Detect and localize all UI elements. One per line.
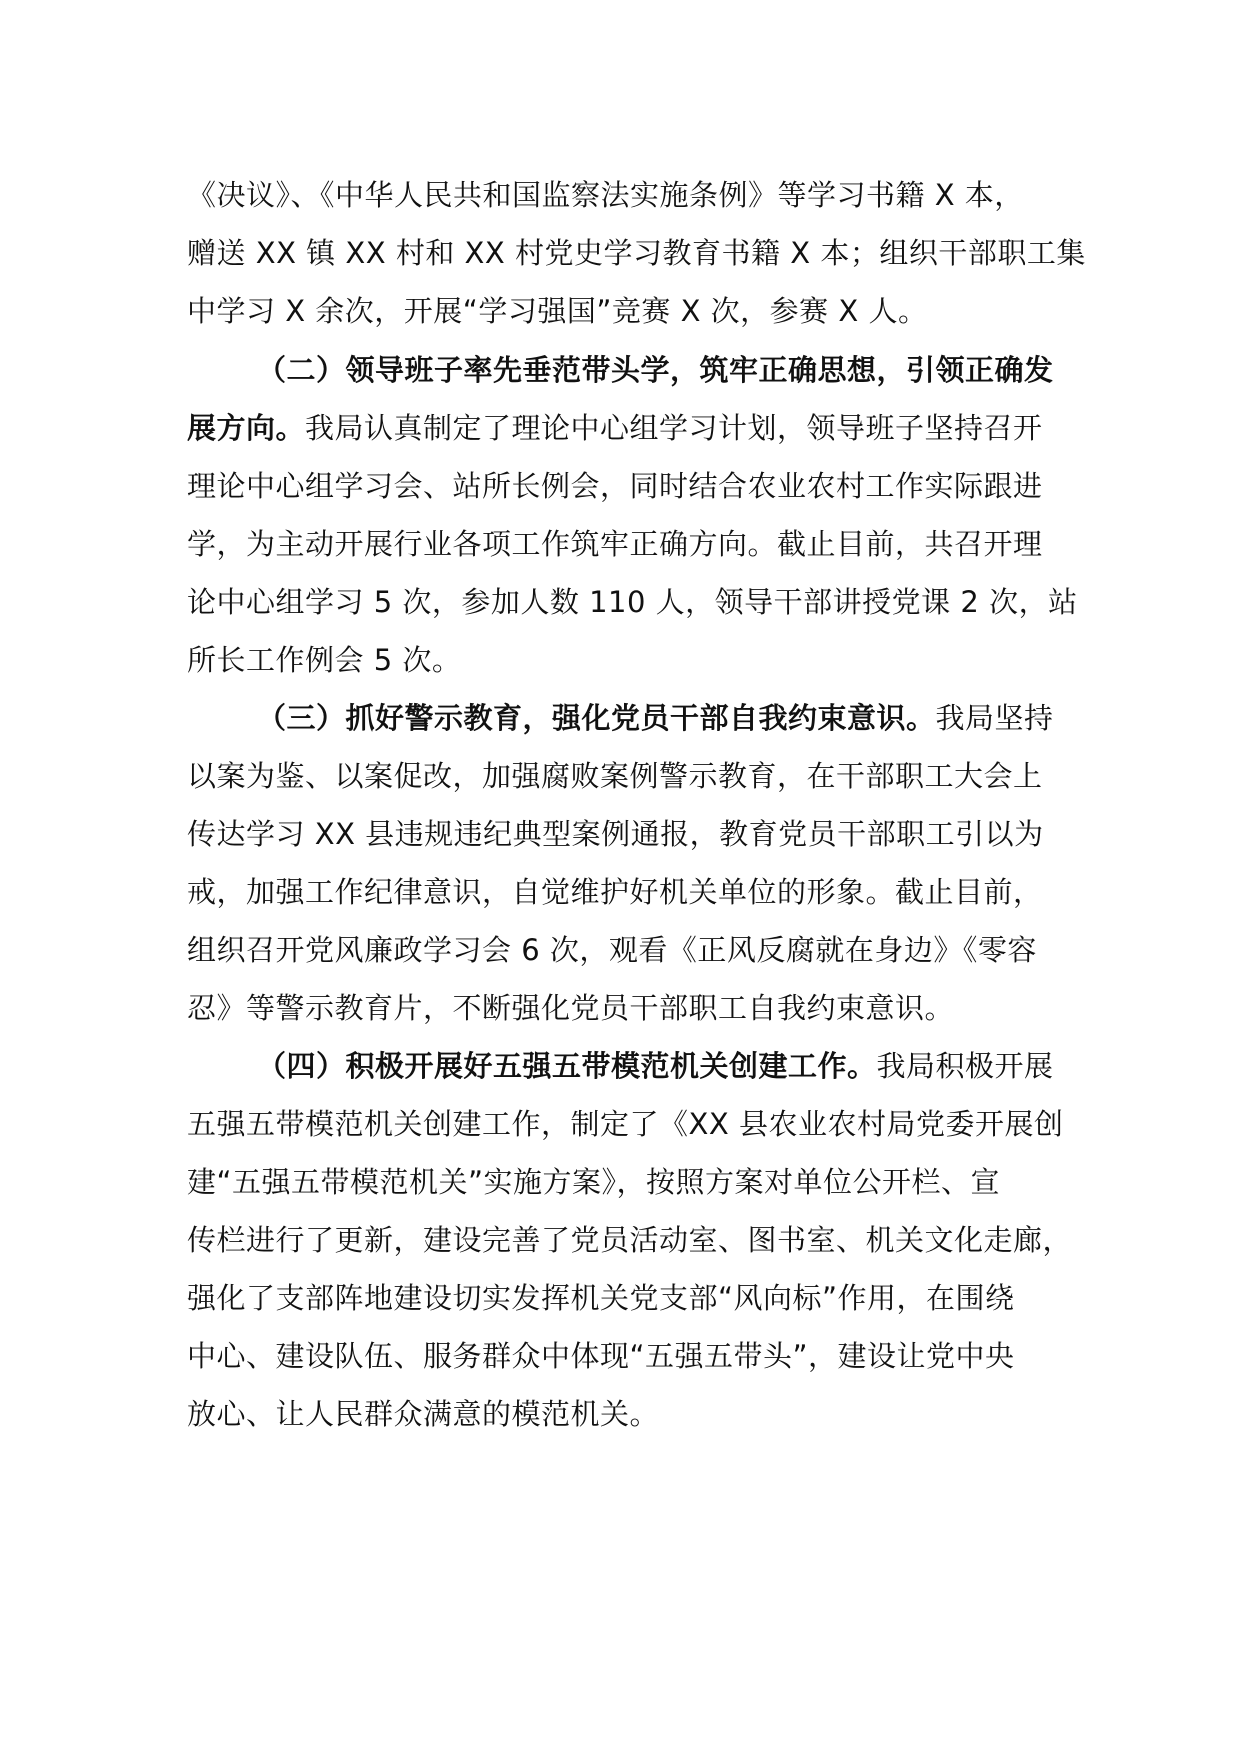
p3-line-1	[257, 686, 1054, 750]
p2-line-5: 论中心组学习 5 次，参加人数 110 人，领导干部讲授党课 2 次，站	[187, 585, 1078, 619]
p2-line-6: 所长工作例会 5 次。	[187, 643, 462, 677]
p3-heading: （三）抓好警示教育，强化党员干部自我约束意识。	[257, 701, 936, 735]
p2-line-4: 学，为主动开展行业各项工作筑牢正确方向。截止目前，共召开理	[187, 527, 1043, 561]
p3-line-6: 忍》等警示教育片，不断强化党员干部职工自我约束意识。	[187, 991, 955, 1025]
p3-line-2: 以案为鉴、以案促改，加强腐败案例警示教育，在干部职工大会上	[187, 759, 1043, 793]
p4-line-1-rest: 我局积极开展	[876, 1049, 1054, 1083]
p3-line-3: 传达学习 XX 县违规违纪典型案例通报，教育党员干部职工引以为	[187, 817, 1044, 851]
p2-heading-line-2: 展方向。	[187, 411, 306, 445]
p4-line-6: 中心、建设队伍、服务群众中体现“五强五带头”，建设让党中央	[187, 1339, 1015, 1373]
p4-line-5: 强化了支部阵地建设切实发挥机关党支部“风向标”作用，在围绕	[187, 1281, 1015, 1315]
p4-line-1	[257, 1034, 1054, 1098]
p4-line-2: 五强五带模范机关创建工作，制定了《XX 县农业农村局党委开展创	[187, 1107, 1064, 1141]
p2-line-2	[187, 396, 1043, 460]
p3-line-5: 组织召开党风廉政学习会 6 次，观看《正风反腐就在身边》《零容	[187, 933, 1037, 967]
p4-line-3: 建“五强五带模范机关”实施方案》，按照方案对单位公开栏、宣	[187, 1165, 1001, 1199]
p3-line-1-rest: 我局坚持	[935, 701, 1054, 735]
p4-heading: （四）积极开展好五强五带模范机关创建工作。	[257, 1049, 877, 1083]
p1-line-2: 赠送 XX 镇 XX 村和 XX 村党史学习教育书籍 X 本；组织干部职工集	[187, 236, 1086, 270]
p2-heading-line-1: （二）领导班子率先垂范带头学，筑牢正确思想，引领正确发	[257, 353, 1054, 387]
p1-line-3: 中学习 X 余次，开展“学习强国”竞赛 X 次，参赛 X 人。	[187, 294, 928, 328]
p2-line-2-rest: 我局认真制定了理论中心组学习计划，领导班子坚持召开	[305, 411, 1043, 445]
p4-line-7: 放心、让人民群众满意的模范机关。	[187, 1397, 660, 1431]
p2-line-3: 理论中心组学习会、站所长例会，同时结合农业农村工作实际跟进	[187, 469, 1043, 503]
p4-line-4: 传栏进行了更新，建设完善了党员活动室、图书室、机关文化走廊，	[187, 1223, 1073, 1257]
p3-line-4: 戒，加强工作纪律意识，自觉维护好机关单位的形象。截止目前，	[187, 875, 1043, 909]
p1-line-1: 《决议》、《中华人民共和国监察法实施条例》等学习书籍 X 本，	[187, 178, 1024, 212]
